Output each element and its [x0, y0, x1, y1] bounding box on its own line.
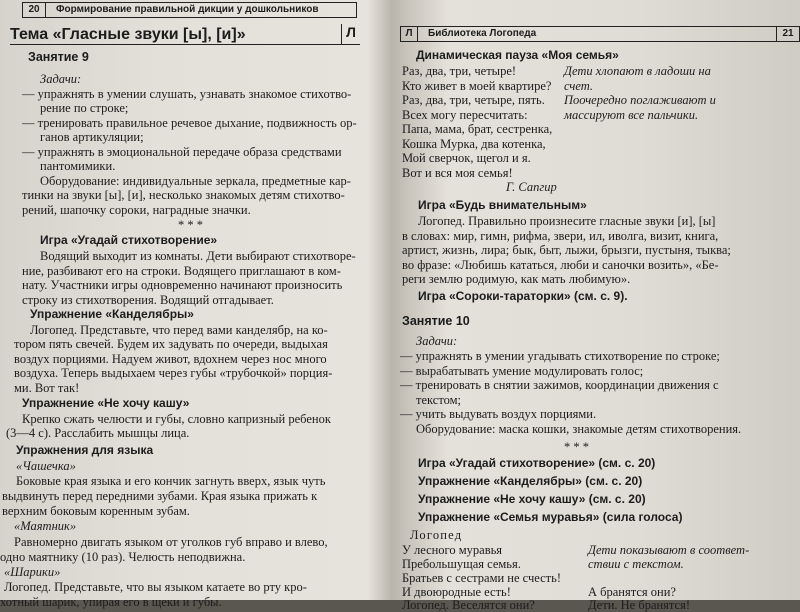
exercise-name: «Чашечка» — [16, 459, 76, 473]
text-line: строку из стихотворения. Водящий отгадывает. — [22, 293, 274, 307]
left-page-number: 20 — [23, 3, 46, 17]
poem-line: Кошка Мурка, два котенка, — [402, 137, 546, 151]
text-line: одно маятнику (10 раз). Челюсть неподвижна. — [0, 550, 246, 564]
text-line: текстом; — [416, 393, 462, 407]
text-line: — упражнять в эмоциональной передаче образа средствами — [22, 145, 342, 159]
side-note: массируют все пальчики. — [564, 108, 699, 122]
side-note: ствии с текстом. — [588, 557, 684, 571]
text-line: Логопед. Представьте, что перед вами канделябр, на ко- — [30, 323, 328, 337]
topic-title — [10, 26, 360, 45]
text-line: Боковые края языка и его кончик загнуть вверх, язык чуть — [16, 474, 326, 488]
lesson-heading: Занятие 9 — [28, 50, 89, 64]
text-line: ние, разбивают его на строки. Водящего приглашают в ком- — [22, 264, 341, 278]
library-logo-icon: Л — [341, 24, 360, 44]
poem-line: Раз, два, три, четыре! — [402, 64, 517, 78]
poem-line: А бранятся они? — [588, 585, 676, 599]
side-note: Дети хлопают в ладоши на — [564, 64, 711, 78]
text-line: рений, шапочку сороки, наградные значки. — [22, 203, 251, 217]
dialogue-line: Логопед. Веселятся они? — [402, 598, 535, 612]
text-line: Водящий выходит из комнаты. Дети выбирают стихотворе- — [40, 249, 356, 263]
text-line: пантомимики. — [40, 159, 116, 173]
text-line: воздух порциями. Надуем живот, вдохнем через нос много — [14, 352, 327, 366]
poem-line: Раз, два, три, четыре, пять. — [402, 93, 545, 107]
text-line: артист, жизнь, лира; бык, быт, лыжи, брызги, пустыня, тыква; — [402, 243, 731, 257]
side-note: Дети показывают в соответ- — [588, 543, 750, 557]
pause-heading: Динамическая пауза «Моя семья» — [416, 48, 619, 62]
text-line: Крепко сжать челюсти и губы, словно капризный ребенок — [22, 412, 331, 426]
section-separator: * * * — [564, 440, 589, 454]
right-page — [388, 0, 800, 612]
left-running-header — [22, 2, 357, 18]
poem-line: Всех могу пересчитать: — [402, 108, 528, 122]
text-line: выдвинуть перед передними зубами. Края языка прижать к — [2, 489, 318, 503]
side-note: Поочередно поглаживают и — [564, 93, 716, 107]
text-line: — вырабатывать умение модулировать голос; — [400, 364, 644, 378]
topic-title-text: Тема «Гласные звуки [ы], [и]» — [10, 26, 246, 43]
poem-line: У лесного муравья — [402, 543, 503, 557]
exercise-heading: Упражнение «Не хочу кашу» — [22, 396, 190, 410]
text-line: в словах: мир, гимн, рифма, звери, ил, иволга, визит, книга, — [402, 229, 719, 243]
right-header-title: Библиотека Логопеда — [428, 28, 537, 39]
text-line: верхним боковым коренным зубам. — [2, 504, 190, 518]
text-line: тором пять свечей. Будем их задувать по очереди, выдыхая — [14, 337, 328, 351]
text-line: воздуха. Теперь выдыхаем через губы «трубочкой» порция- — [14, 366, 333, 380]
reference-line: Упражнение «Канделябры» (см. с. 20) — [418, 474, 643, 488]
text-line: рение по строке; — [40, 101, 129, 115]
text-line: ми. Вот так! — [14, 381, 80, 395]
speaker-label: Логопед — [410, 528, 463, 542]
poem-author: Г. Сапгир — [506, 180, 557, 194]
exercise-heading: Упражнения для языка — [16, 443, 154, 457]
left-page — [0, 0, 385, 609]
dialogue-line: Дети. Не бранятся! — [588, 598, 691, 612]
section-separator: * * * — [178, 218, 203, 232]
lesson-heading: Занятие 10 — [402, 314, 470, 328]
poem-line: Мой сверчок, щегол и я. — [402, 151, 531, 165]
text-line: Логопед. Правильно произнесите гласные звуки [и], [ы] — [418, 214, 716, 228]
text-line: Равномерно двигать языком от уголков губ вправо и влево, — [14, 535, 328, 549]
game-heading: Игра «Будь внимательным» — [418, 198, 587, 212]
poem-line: Кто живет в моей квартире? — [402, 79, 552, 93]
game-heading: Игра «Угадай стихотворение» — [40, 233, 218, 247]
tasks-label: Задачи: — [40, 72, 82, 86]
text-line: — упражнять в умении угадывать стихотворение по строке; — [400, 349, 720, 363]
poem-line: Пребольшущая семья. — [402, 557, 521, 571]
right-running-header — [400, 26, 800, 42]
text-line: — тренировать правильное речевое дыхание, подвижность ор- — [22, 116, 357, 130]
exercise-name: «Маятник» — [14, 519, 77, 533]
library-logo-icon: Л — [401, 27, 418, 41]
text-line: Логопед. Представьте, что вы языком катаете во рту кро- — [4, 580, 307, 594]
text-line: — упражнять в умении слушать, узнавать знакомое стихотво- — [22, 87, 352, 101]
poem-line: Папа, мама, брат, сестренка, — [402, 122, 553, 136]
equipment-line: Оборудование: маска кошки, знакомые детям стихотворения. — [416, 422, 742, 436]
text-line: нату. Участники игры одновременно начинают произносить — [22, 278, 343, 292]
tasks-label: Задачи: — [416, 334, 458, 348]
text-line: тинки на звуки [ы], [и], несколько знакомых детям стихотво- — [22, 188, 345, 202]
text-line: во фразе: «Любишь кататься, люби и саночки возить», «Бе- — [402, 258, 719, 272]
left-header-title: Формирование правильной дикции у дошкольников — [56, 4, 319, 15]
text-line: хотный шарик, упирая его в щеки и губы. — [0, 595, 222, 609]
text-line: — тренировать в снятии зажимов, координации движения с — [400, 378, 719, 392]
exercise-heading: Упражнение «Канделябры» — [30, 307, 194, 321]
text-line: (3—4 с). Расслабить мышцы лица. — [6, 426, 190, 440]
text-line: реги землю родимую, как мать любимую». — [402, 272, 631, 286]
text-line: ганов артикуляции; — [40, 130, 144, 144]
equipment-line: Оборудование: индивидуальные зеркала, предметные кар- — [40, 174, 351, 188]
exercise-heading: Упражнение «Семья муравья» (сила голоса) — [418, 510, 683, 524]
reference-line: Упражнение «Не хочу кашу» (см. с. 20) — [418, 492, 646, 506]
poem-line: Вот и вся моя семья! — [402, 166, 513, 180]
exercise-name: «Шарики» — [4, 565, 61, 579]
reference-line: Игра «Угадай стихотворение» (см. с. 20) — [418, 456, 656, 470]
text-line: — учить выдувать воздух порциями. — [400, 407, 597, 421]
poem-line: Братьев с сестрами не счесть! — [402, 571, 561, 585]
poem-line: И двоюродные есть! — [402, 585, 511, 599]
game-heading: Игра «Сороки-тараторки» (см. с. 9). — [418, 289, 628, 303]
side-note: счет. — [564, 79, 594, 93]
right-page-number: 21 — [776, 27, 799, 41]
